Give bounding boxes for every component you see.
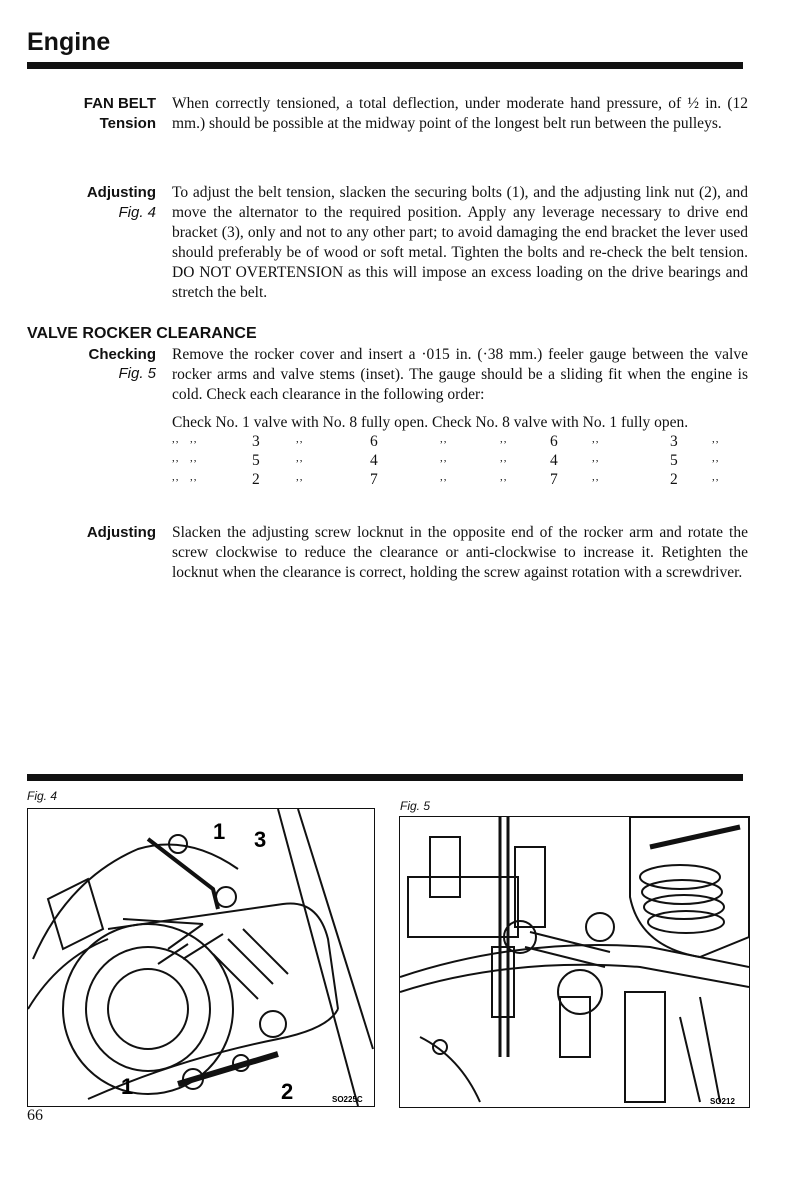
valve-no: 5: [670, 452, 678, 469]
adjusting-valve-label: Adjusting: [86, 524, 156, 541]
ditto: ,,: [440, 471, 448, 483]
fig4-code: SO225C: [332, 1095, 363, 1104]
valve-heading: VALVE ROCKER CLEARANCE: [27, 325, 257, 342]
ditto: ,,: [190, 433, 198, 445]
fan-belt-text-2: in. (12 mm.) should be possible at the midway point of the longest belt run between the pulleys.: [172, 95, 749, 132]
fig4-callout-1-bottom: 1: [121, 1074, 134, 1099]
fig4-ref: Fig. 4: [118, 204, 156, 221]
checking-label: Checking: [88, 346, 156, 363]
ditto: ,,: [592, 452, 600, 464]
tension-label: Tension: [99, 115, 156, 132]
fig5-label: Fig. 5: [400, 799, 431, 813]
adjusting-belt-label: Adjusting: [86, 184, 156, 201]
check-order-table: [172, 414, 752, 490]
check-order-first: Check No. 1 valve with No. 8 fully open. Check No. 8 valve with No. 1 fully open.: [172, 414, 689, 431]
ditto: ,,: [500, 471, 508, 483]
ditto: ,,: [172, 452, 180, 464]
page-number: 66: [27, 1107, 43, 1124]
fig4-drawing: [28, 809, 374, 1106]
ditto: ,,: [592, 471, 600, 483]
ditto: ,,: [172, 433, 180, 445]
fig5-ref: Fig. 5: [118, 365, 156, 382]
ditto: ,,: [172, 471, 180, 483]
fan-belt-text: [172, 94, 748, 134]
check-order-row: [172, 433, 752, 452]
ditto: ,,: [712, 471, 720, 483]
chapter-title: Engine: [27, 28, 111, 56]
fig5-drawing: [400, 817, 749, 1107]
fig4-callout-2: 2: [281, 1079, 294, 1104]
ditto: ,,: [190, 452, 198, 464]
ditto: ,,: [190, 471, 198, 483]
fan-belt-label: FAN BELT: [83, 95, 156, 112]
fig4-callout-3: 3: [254, 827, 267, 852]
ditto: ,,: [440, 452, 448, 464]
ditto: ,,: [712, 452, 720, 464]
ditto: ,,: [296, 471, 304, 483]
ditto: ,,: [500, 452, 508, 464]
checking-text: Remove the rocker cover and insert a ·015 in. (·38 mm.) feeler gauge between the valve rocker arms and valve stems (inset). The gauge should be a sliding fit when the engine is cold. Check each clearance in the following order:: [172, 346, 748, 403]
figure-rule: [27, 774, 743, 781]
fan-belt-text-1: When correctly tensioned, a total deflection, under moderate hand pressure, of: [172, 95, 682, 112]
valve-no: 2: [252, 471, 260, 488]
ditto: ,,: [296, 433, 304, 445]
fan-belt-fraction: ½: [687, 95, 700, 112]
check-order-row: [172, 452, 752, 471]
valve-no: 4: [550, 452, 558, 469]
header-rule: [27, 62, 743, 69]
ditto: ,,: [592, 433, 600, 445]
valve-no: 2: [670, 471, 678, 488]
ditto: ,,: [712, 433, 720, 445]
adjusting-valve-text: Slacken the adjusting screw locknut in the opposite end of the rocker arm and rotate the screw clockwise to reduce the clearance or anti-clockwise to increase it. Retighten the locknut when the clearance is correct, holding the screw against rotation with a screwdriver.: [172, 524, 748, 581]
fig4-label: Fig. 4: [27, 789, 58, 803]
valve-no: 6: [550, 433, 558, 450]
check-order-row: [172, 414, 752, 433]
fig4-illustration: [27, 808, 375, 1107]
valve-no: 3: [252, 433, 260, 450]
valve-no: 4: [370, 452, 378, 469]
ditto: ,,: [296, 452, 304, 464]
fig5-illustration: [399, 816, 750, 1108]
ditto: ,,: [440, 433, 448, 445]
valve-no: 6: [370, 433, 378, 450]
valve-no: 7: [550, 471, 558, 488]
valve-no: 7: [370, 471, 378, 488]
valve-no: 3: [670, 433, 678, 450]
fig5-code: SO212: [710, 1097, 735, 1106]
check-order-row: [172, 471, 752, 490]
valve-no: 5: [252, 452, 260, 469]
ditto: ,,: [500, 433, 508, 445]
fig4-callout-1-top: 1: [213, 819, 226, 844]
adjusting-belt-text: To adjust the belt tension, slacken the securing bolts (1), and the adjusting link nut (2), and move the alternator to the required position. Apply any leverage necessary to drive end bracket (3), only and not to any other part; to avoid damaging the end bracket the lever used should preferably be of wood or soft metal. Tighten the bolts and re-check the belt tension. DO NOT OVERTENSION as this will impose an excess loading on the drive bearings and stretch the belt.: [172, 184, 748, 301]
